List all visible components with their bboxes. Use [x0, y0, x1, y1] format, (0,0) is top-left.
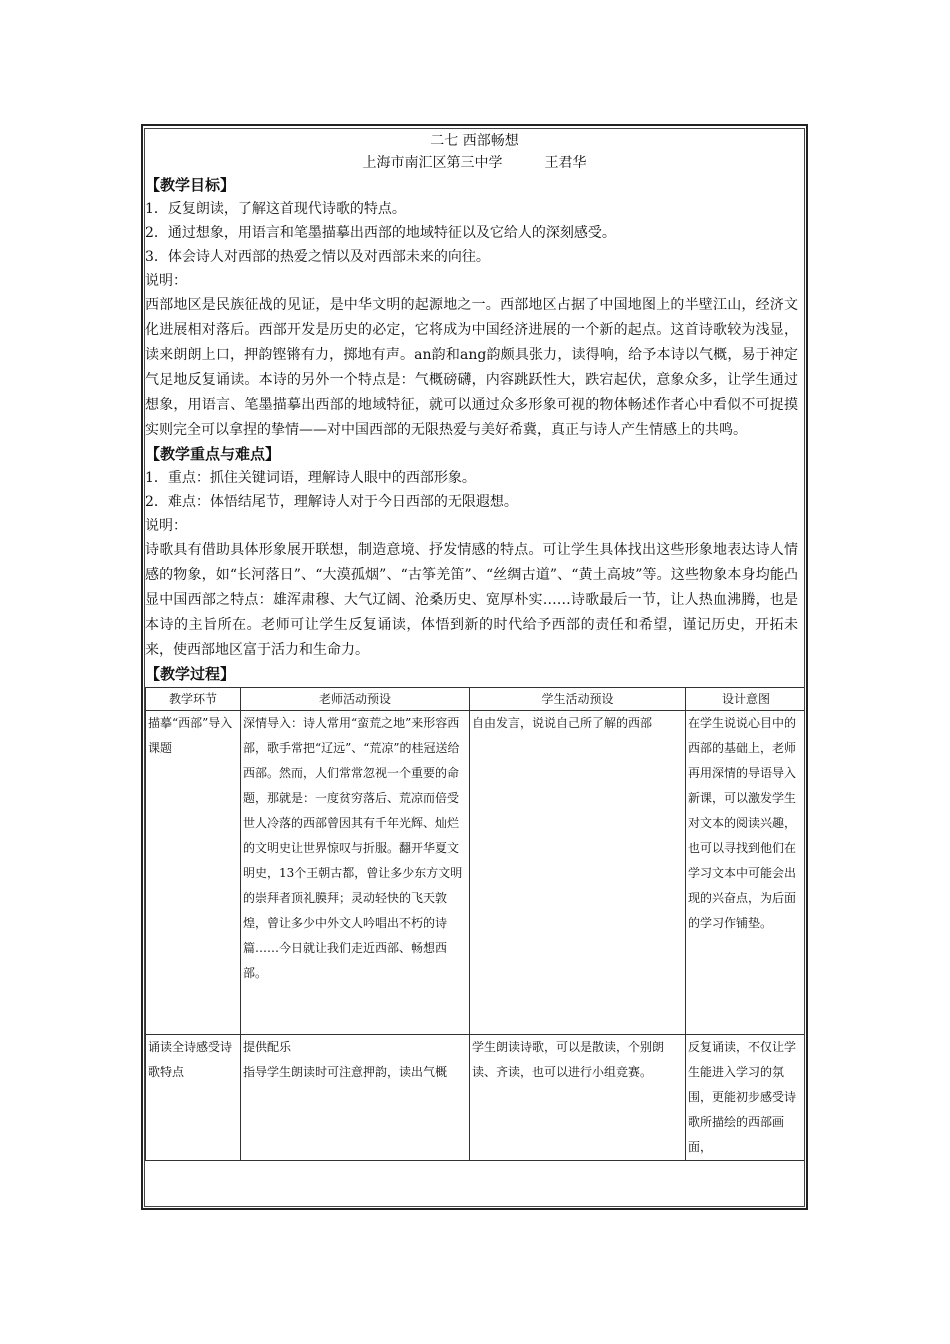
teacher-cell: 提供配乐 指导学生朗读时可注意押韵，读出气概 — [241, 1035, 470, 1161]
school-name: 上海市南汇区第三中学 — [362, 155, 503, 171]
table-header-row — [146, 688, 806, 711]
intent-cell: 反复诵读，不仅让学生能进入学习的氛围，更能初步感受诗歌所描绘的西部画面， — [686, 1035, 806, 1161]
focus-heading: 【教学重点与难点】 — [145, 445, 281, 463]
table-row — [146, 1035, 806, 1161]
column-header: 设计意图 — [686, 688, 806, 711]
column-header: 学生活动预设 — [470, 688, 686, 711]
process-heading: 【教学过程】 — [145, 665, 236, 683]
student-cell: 自由发言，说说自己所了解的西部 — [470, 711, 686, 1035]
goals-heading: 【教学目标】 — [145, 176, 236, 194]
column-header: 教学环节 — [146, 688, 241, 711]
page-title: 二七 西部畅想 — [430, 133, 519, 149]
stage-cell: 描摹“西部”导入课题 — [146, 711, 241, 1035]
goal-item: 2．通过想象，用语言和笔墨描摹出西部的地域特征以及它给人的深刻感受。 — [145, 225, 616, 241]
goals-note: 西部地区是民族征战的见证，是中华文明的起源地之一。西部地区占据了中国地图上的半壁江山，经济文化进展相对落后。西部开发是历史的必定，它将成为中国经济进展的一个新的起点。这首诗歌较为浅显，读来朗朗上口，押韵铿锵有力，掷地有声。an韵和ang韵颇具张力，读得响，给予本诗以气概，易于神定气足地反复诵读。本诗的另外一个特点是：气概磅礴，内容跳跃性大，跌宕起伏，意象众多，让学生通过想象，用语言、笔墨描摹出西部的地域特征，就可以通过众多形象可视的物体畅述作者心中看似不可捉摸实则完全可以拿捏的挚情——对中国西部的无限热爱与美好希冀，真正与诗人产生情感上的共鸣。 — [145, 297, 798, 438]
lesson-plan-body — [144, 128, 805, 1207]
table-row — [146, 711, 806, 1035]
student-cell: 学生朗读诗歌，可以是散读，个别朗读、齐读，也可以进行小组竞赛。 — [470, 1035, 686, 1161]
focus-item: 1．重点：抓住关键词语，理解诗人眼中的西部形象。 — [145, 470, 476, 486]
goal-item: 1．反复朗读，了解这首现代诗歌的特点。 — [145, 201, 406, 217]
focus-note-label: 说明： — [145, 518, 187, 534]
teacher-cell: 深情导入：诗人常用“蛮荒之地”来形容西部，歌手常把“辽远”、“荒凉”的桂冠送给西部。然而，人们常常忽视一个重要的命题，那就是：一度贫穷落后、荒凉而倍受世人冷落的西部曾因其有千年光辉、灿烂的文明史让世界惊叹与折服。翻开华夏文明史，13个王朝古都，曾让多少东方文明的崇拜者顶礼膜拜；灵动轻快的飞天敦煌，曾让多少中外文人吟唱出不朽的诗篇……今日就让我们走近西部、畅想西部。 — [241, 711, 470, 1035]
author-line — [145, 152, 804, 174]
intent-cell: 在学生说说心目中的西部的基础上，老师再用深情的导语导入新课，可以激发学生对文本的阅读兴趣，也可以寻找到他们在学习文本中可能会出现的兴奋点，为后面的学习作铺垫。 — [686, 711, 806, 1035]
author-name: 王君华 — [544, 155, 587, 171]
focus-note: 诗歌具有借助具体形象展开联想，制造意境、抒发情感的特点。可让学生具体找出这些形象地表达诗人情感的物象，如“长河落日”、“大漠孤烟”、“古筝羌笛”、“丝绸古道”、“黄土高坡”等。这些物象本身均能凸显中国西部之特点：雄浑肃穆、大气辽阔、沧桑历史、宽厚朴实……诗歌最后一节，让人热血沸腾，也是本诗的主旨所在。老师可让学生反复诵读，体悟到新的时代给予西部的责任和希望，谨记历史，开拓未来，使西部地区富于活力和生命力。 — [145, 542, 798, 658]
goal-item: 3．体会诗人对西部的热爱之情以及对西部未来的向往。 — [145, 249, 490, 265]
column-header: 老师活动预设 — [241, 688, 470, 711]
goals-note-label: 说明： — [145, 273, 187, 289]
focus-item: 2．难点：体悟结尾节，理解诗人对于今日西部的无限遐想。 — [145, 494, 518, 510]
stage-cell: 诵读全诗感受诗歌特点 — [146, 1035, 241, 1161]
process-table — [145, 687, 805, 1161]
